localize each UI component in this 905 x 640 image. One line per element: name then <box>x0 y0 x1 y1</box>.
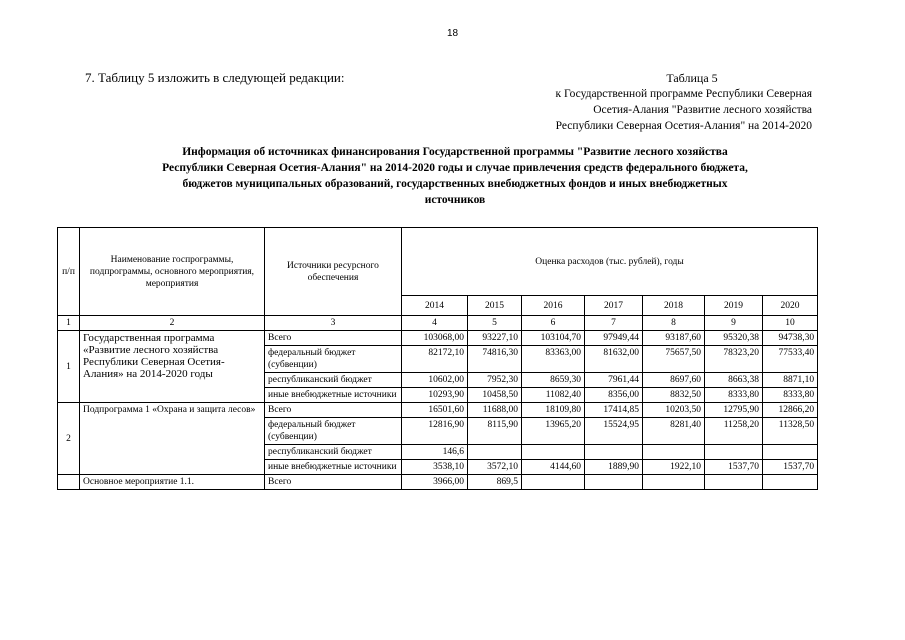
amount-cell: 103068,00 <box>402 331 468 346</box>
header-name: Наименование госпрограммы, подпрограммы, основного мероприятия, мероприятия <box>80 228 265 316</box>
amount-cell: 8333,80 <box>763 388 818 403</box>
amount-cell: 1537,70 <box>705 460 763 475</box>
amount-cell: 10203,50 <box>643 403 705 418</box>
heading-line: бюджетов муниципальных образований, государственных внебюджетных фондов и иных внебюджетных <box>182 178 728 190</box>
year-header: 2014 <box>402 296 468 316</box>
amount-cell: 4144,60 <box>522 460 585 475</box>
amount-cell: 13965,20 <box>522 418 585 445</box>
program-name: Государственная программа «Развитие лесного хозяйства Республики Северная Осетия-Алания» на 2014-2020 годы <box>80 331 265 403</box>
amount-cell: 93187,60 <box>643 331 705 346</box>
funding-source: Всего <box>265 403 402 418</box>
column-number: 9 <box>705 316 763 331</box>
amount-cell: 10293,90 <box>402 388 468 403</box>
amount-cell: 3966,00 <box>402 475 468 490</box>
amount-cell: 1889,90 <box>585 460 643 475</box>
heading-line: источников <box>424 194 486 206</box>
amount-cell <box>763 445 818 460</box>
amount-cell: 3538,10 <box>402 460 468 475</box>
amount-cell: 82172,10 <box>402 346 468 373</box>
amount-cell <box>522 475 585 490</box>
page-number: 18 <box>446 28 459 39</box>
row-index: 2 <box>58 403 80 475</box>
funding-source: иные внебюджетные источники <box>265 460 402 475</box>
program-name: Основное мероприятие 1.1. <box>80 475 265 490</box>
amount-cell <box>468 445 522 460</box>
amount-cell: 869,5 <box>468 475 522 490</box>
year-header: 2016 <box>522 296 585 316</box>
table-row <box>58 403 818 418</box>
year-header: 2017 <box>585 296 643 316</box>
year-header: 2018 <box>643 296 705 316</box>
column-number: 2 <box>80 316 265 331</box>
funding-source: Всего <box>265 331 402 346</box>
amount-cell: 11328,50 <box>763 418 818 445</box>
amount-cell: 146,6 <box>402 445 468 460</box>
annex-line: Республики Северная Осетия-Алания" на 2014-2020 <box>555 120 812 132</box>
amount-cell: 77533,40 <box>763 346 818 373</box>
amount-cell <box>522 445 585 460</box>
column-number: 8 <box>643 316 705 331</box>
funding-source: федеральный бюджет (субвенции) <box>265 346 402 373</box>
amount-cell: 15524,95 <box>585 418 643 445</box>
amount-cell: 97949,44 <box>585 331 643 346</box>
amount-cell <box>705 475 763 490</box>
row-index <box>58 475 80 490</box>
amount-cell: 8832,50 <box>643 388 705 403</box>
amount-cell: 10458,50 <box>468 388 522 403</box>
annex-line: Осетия-Алания "Развитие лесного хозяйства <box>593 104 812 116</box>
amount-cell: 8871,10 <box>763 373 818 388</box>
funding-source: республиканский бюджет <box>265 373 402 388</box>
instruction-text: 7. Таблицу 5 изложить в следующей редакции: <box>85 70 345 85</box>
heading-line: Республики Северная Осетия-Алания" на 2014-2020 годы и случае привлечения средств федерального бюджета, <box>162 162 748 174</box>
funding-source: федеральный бюджет (субвенции) <box>265 418 402 445</box>
amount-cell: 95320,38 <box>705 331 763 346</box>
year-header: 2020 <box>763 296 818 316</box>
table-annex-note <box>482 70 812 134</box>
column-number: 10 <box>763 316 818 331</box>
header-source: Источники ресурсного обеспечения <box>265 228 402 316</box>
amount-cell <box>585 445 643 460</box>
amount-cell: 18109,80 <box>522 403 585 418</box>
amount-cell: 16501,60 <box>402 403 468 418</box>
amount-cell: 1922,10 <box>643 460 705 475</box>
amount-cell: 1537,70 <box>763 460 818 475</box>
funding-source: Всего <box>265 475 402 490</box>
program-name: Подпрограмма 1 «Охрана и защита лесов» <box>80 403 265 475</box>
column-number: 1 <box>58 316 80 331</box>
amount-cell: 11082,40 <box>522 388 585 403</box>
amount-cell: 8356,00 <box>585 388 643 403</box>
amount-cell <box>643 475 705 490</box>
amount-cell: 83363,00 <box>522 346 585 373</box>
table-row <box>58 331 818 346</box>
amount-cell: 12866,20 <box>763 403 818 418</box>
annex-title: Таблица 5 <box>666 71 718 85</box>
heading-line: Информация об источниках финансирования Государственной программы "Развитие лесного хозяйства <box>182 146 728 158</box>
column-number: 7 <box>585 316 643 331</box>
row-index: 1 <box>58 331 80 403</box>
column-number: 4 <box>402 316 468 331</box>
document-heading <box>70 144 840 208</box>
amount-cell: 17414,85 <box>585 403 643 418</box>
column-number: 6 <box>522 316 585 331</box>
amount-cell: 11258,20 <box>705 418 763 445</box>
year-header: 2015 <box>468 296 522 316</box>
amount-cell: 8659,30 <box>522 373 585 388</box>
year-header: 2019 <box>705 296 763 316</box>
funding-source: иные внебюджетные источники <box>265 388 402 403</box>
amount-cell: 7952,30 <box>468 373 522 388</box>
amount-cell <box>705 445 763 460</box>
amount-cell: 7961,44 <box>585 373 643 388</box>
amount-cell: 81632,00 <box>585 346 643 373</box>
amount-cell: 3572,10 <box>468 460 522 475</box>
financing-table <box>57 227 818 490</box>
amount-cell: 8663,38 <box>705 373 763 388</box>
amount-cell: 12795,90 <box>705 403 763 418</box>
table-row <box>58 475 818 490</box>
amount-cell: 8115,90 <box>468 418 522 445</box>
amount-cell: 103104,70 <box>522 331 585 346</box>
amount-cell: 12816,90 <box>402 418 468 445</box>
header-num: п/п <box>58 228 80 316</box>
column-number: 3 <box>265 316 402 331</box>
amount-cell: 8333,80 <box>705 388 763 403</box>
header-estimate: Оценка расходов (тыс. рублей), годы <box>402 228 818 296</box>
amount-cell: 78323,20 <box>705 346 763 373</box>
amount-cell: 74816,30 <box>468 346 522 373</box>
amount-cell: 75657,50 <box>643 346 705 373</box>
amount-cell <box>643 445 705 460</box>
amount-cell: 8281,40 <box>643 418 705 445</box>
amount-cell <box>763 475 818 490</box>
amount-cell: 8697,60 <box>643 373 705 388</box>
annex-line: к Государственной программе Республики Северная <box>555 88 812 100</box>
funding-source: республиканский бюджет <box>265 445 402 460</box>
amount-cell: 94738,30 <box>763 331 818 346</box>
column-number: 5 <box>468 316 522 331</box>
amount-cell: 10602,00 <box>402 373 468 388</box>
amount-cell: 11688,00 <box>468 403 522 418</box>
amount-cell: 93227,10 <box>468 331 522 346</box>
amount-cell <box>585 475 643 490</box>
